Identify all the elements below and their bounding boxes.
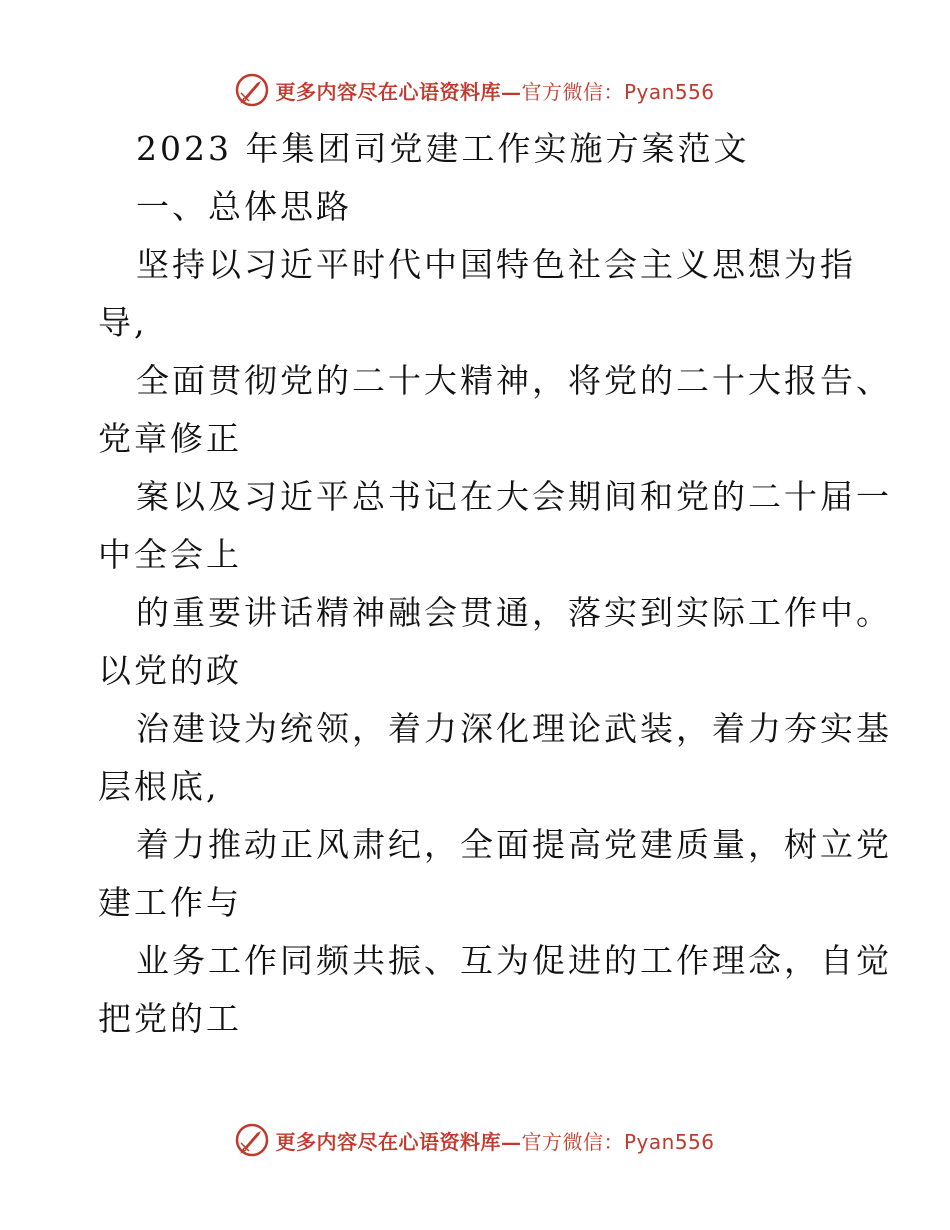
paragraph-line: 全面贯彻党的二十大精神，将党的二十大报告、: [136, 361, 892, 400]
document-title: 2023 年集团司党建工作实施方案范文: [136, 129, 750, 168]
quill-pen-logo-icon: [235, 73, 269, 107]
paragraph-line: 把党的工: [98, 999, 242, 1038]
section-heading: 一、总体思路: [136, 187, 352, 226]
watermark-wechat-id: Pyan556: [623, 79, 715, 104]
footer-watermark-banner: [0, 1120, 950, 1160]
watermark-text: [275, 76, 714, 105]
paragraph-line: 坚持以习近平时代中国特色社会主义思想为指: [136, 245, 856, 284]
paragraph-line: 案以及习近平总书记在大会期间和党的二十届一: [136, 477, 892, 516]
paragraph-line: 以党的政: [98, 651, 242, 690]
quill-pen-logo-icon: [235, 1123, 269, 1157]
watermark-separator: —: [500, 79, 522, 104]
watermark-official-label: 官方微信：: [521, 1129, 624, 1154]
paragraph-line: 着力推动正风肃纪，全面提高党建质量，树立党: [136, 825, 892, 864]
document-body: [98, 120, 892, 1048]
paragraph-line: 导,: [98, 303, 148, 342]
watermark-separator: —: [500, 1129, 522, 1154]
watermark-title: 更多内容尽在心语资料库: [275, 79, 501, 104]
paragraph-line: 治建设为统领，着力深化理论武装，着力夯实基: [136, 709, 892, 748]
header-watermark-banner: [0, 70, 950, 110]
watermark-text: [275, 1126, 714, 1155]
paragraph-line: 中全会上: [98, 535, 242, 574]
watermark-official-label: 官方微信：: [521, 79, 624, 104]
watermark-title: 更多内容尽在心语资料库: [275, 1129, 501, 1154]
paragraph-line: 建工作与: [98, 883, 242, 922]
watermark-wechat-id: Pyan556: [623, 1129, 715, 1154]
paragraph-line: 的重要讲话精神融会贯通，落实到实际工作中。: [136, 593, 892, 632]
paragraph-line: 党章修正: [98, 419, 242, 458]
paragraph-line: 业务工作同频共振、互为促进的工作理念，自觉: [136, 941, 892, 980]
paragraph-line: 层根底,: [98, 767, 220, 806]
